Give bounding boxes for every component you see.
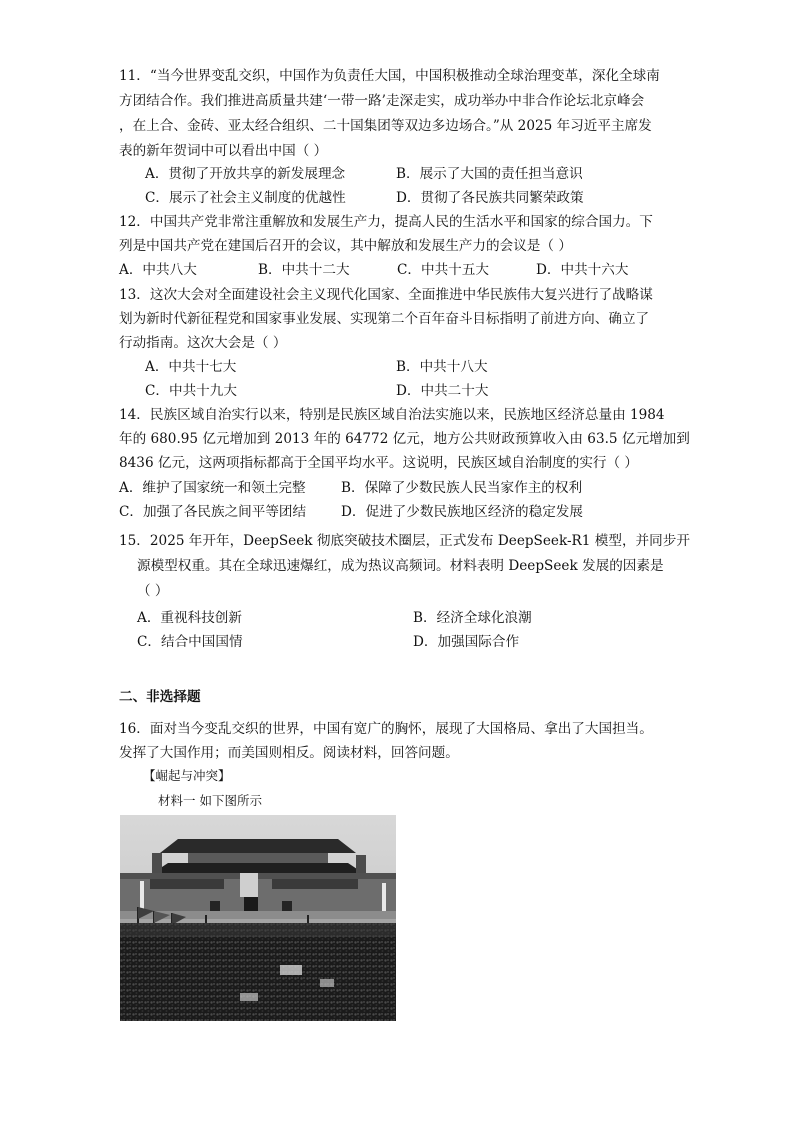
q15-option-b: B．经济全球化浪潮	[413, 610, 532, 626]
q15-option-a: A．重视科技创新	[137, 610, 242, 626]
q11-option-c: C．展示了社会主义制度的优越性	[145, 190, 346, 206]
q15-line-3: （ ）	[137, 583, 169, 599]
q13-line-2: 划为新时代新征程党和国家事业发展、实现第二个百年奋斗目标指明了前进方向、确立了	[119, 311, 650, 327]
historical-photo	[120, 815, 396, 1021]
section-heading: 二、非选择题	[119, 689, 201, 705]
q11-line-4: 表的新年贺词中可以看出中国（ ）	[119, 143, 328, 159]
q11-line-2: 方团结合作。我们推进高质量共建‘一带一路’走深走实，成功举办中非合作论坛北京峰会	[119, 93, 645, 109]
q14-line-1: 14．民族区域自治实行以来，特别是民族区域自治法实施以来，民族地区经济总量由 1984	[119, 407, 665, 423]
q15-option-c: C．结合中国国情	[137, 634, 243, 650]
q15-line-2: 源模型权重。其在全球迅速爆红，成为热议高频词。材料表明 DeepSeek 发展的因素是	[137, 558, 664, 574]
q11-line-1: 11．“当今世界变乱交织，中国作为负责任大国，中国积极推动全球治理变革，深化全球南	[119, 68, 660, 84]
q14-line-3: 8436 亿元，这两项指标都高于全国平均水平。这说明，民族区域自治制度的实行（ ）	[119, 455, 639, 471]
q15-option-d: D．加强国际合作	[413, 634, 520, 650]
q13-option-a: A．中共十七大	[145, 359, 237, 375]
q13-option-b: B．中共十八大	[396, 359, 488, 375]
q13-option-d: D．中共二十大	[396, 383, 489, 399]
q13-line-3: 行动指南。这次大会是（ ）	[119, 335, 287, 351]
q12-option-b: B．中共十二大	[258, 262, 350, 278]
q12-option-d: D．中共十六大	[536, 262, 629, 278]
q16-line-1: 16．面对当今变乱交织的世界，中国有宽广的胸怀，展现了大国格局、拿出了大国担当。	[119, 721, 653, 737]
tiananmen-photo-illustration	[120, 815, 396, 1021]
q11-option-a: A．贯彻了开放共享的新发展理念	[145, 166, 346, 182]
q11-option-b: B．展示了大国的责任担当意识	[396, 166, 583, 182]
q16-line-2: 发挥了大国作用；而美国则相反。阅读材料，回答问题。	[119, 745, 459, 761]
q12-line-1: 12．中国共产党非常注重解放和发展生产力，提高人民的生活水平和国家的综合国力。下	[119, 214, 653, 230]
q14-option-d: D．促进了少数民族地区经济的稳定发展	[341, 504, 583, 520]
q11-option-d: D．贯彻了各民族共同繁荣政策	[396, 190, 584, 206]
q16-subheading: 【崛起与冲突】	[143, 768, 231, 783]
q14-option-b: B．保障了少数民族人民当家作主的权利	[341, 480, 583, 496]
q12-option-a: A．中共八大	[119, 262, 197, 278]
q13-option-c: C．中共十九大	[145, 383, 237, 399]
q14-line-2: 年的 680.95 亿元增加到 2013 年的 64772 亿元，地方公共财政预算收入由 63.5 亿元增加到	[119, 431, 690, 447]
q12-option-c: C．中共十五大	[397, 262, 489, 278]
q14-option-c: C．加强了各民族之间平等团结	[119, 504, 307, 520]
q16-material-label: 材料一 如下图所示	[158, 793, 262, 808]
q13-line-1: 13．这次大会对全面建设社会主义现代化国家、全面推进中华民族伟大复兴进行了战略谋	[119, 287, 653, 303]
q14-option-a: A．维护了国家统一和领土完整	[119, 480, 306, 496]
q11-line-3: ，在上合、金砖、亚太经合组织、二十国集团等双边多边场合。”从 2025 年习近平主席发	[119, 118, 652, 134]
q15-line-1: 15．2025 年开年，DeepSeek 彻底突破技术圈层，正式发布 DeepSeek-R1 模型，并同步开	[119, 533, 690, 549]
q12-line-2: 列是中国共产党在建国后召开的会议，其中解放和发展生产力的会议是（ ）	[119, 238, 572, 254]
